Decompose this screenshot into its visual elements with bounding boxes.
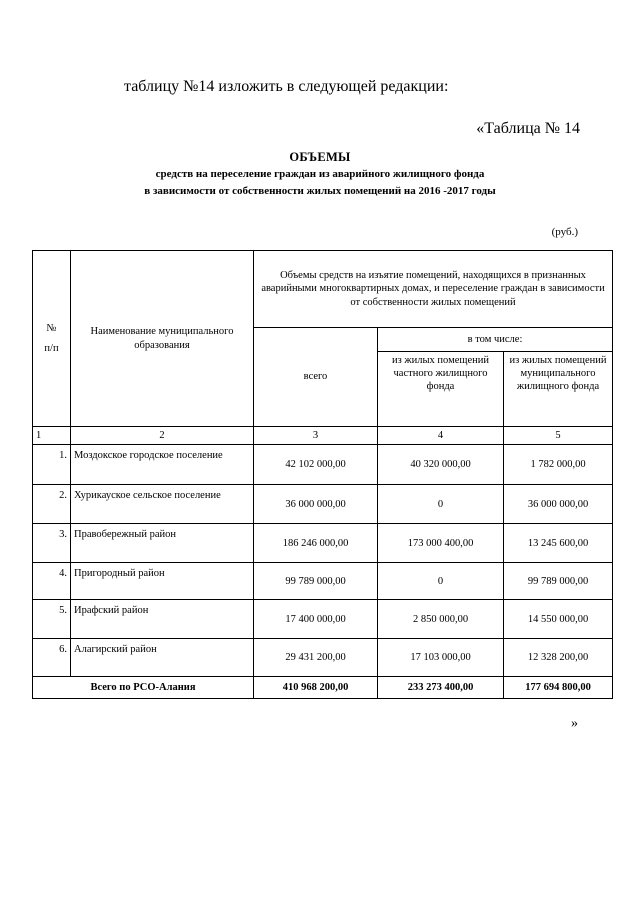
municipality-name: Правобережный район	[71, 524, 254, 563]
row-number: 2.	[33, 485, 71, 524]
totals-municipal-amount: 177 694 800,00	[504, 677, 613, 699]
row-number: 4.	[33, 563, 71, 600]
private-amount: 0	[378, 563, 504, 600]
total-amount: 186 246 000,00	[254, 524, 378, 563]
document-title: ОБЪЕМЫ	[289, 150, 351, 164]
header-private: из жилых помещений частного жилищного фонда	[378, 352, 504, 427]
table-row	[33, 639, 613, 677]
header-num	[33, 251, 71, 427]
municipality-name: Моздокское городское поселение	[71, 445, 254, 485]
municipal-amount: 99 789 000,00	[504, 563, 613, 600]
total-amount: 29 431 200,00	[254, 639, 378, 677]
header-including: в том числе:	[378, 328, 613, 352]
municipality-name: Ирафский район	[71, 600, 254, 639]
intro-text: таблицу №14 изложить в следующей редакции:	[124, 78, 449, 95]
municipality-name: Хурикауское сельское поселение	[71, 485, 254, 524]
header-volumes: Объемы средств на изъятие помещений, находящихся в признанных аварийными многоквартирных домах, и переселение граждан в зависимости от собственности жилых помещений	[254, 251, 613, 328]
closing-quote: »	[571, 716, 578, 731]
municipal-amount: 1 782 000,00	[504, 445, 613, 485]
header-name: Наименование муниципального образования	[71, 251, 254, 427]
document-subtitle-line1: средств на переселение граждан из аварийного жилищного фонда	[155, 168, 485, 180]
total-amount: 17 400 000,00	[254, 600, 378, 639]
header-total: всего	[254, 328, 378, 427]
document-subtitle-line2: в зависимости от собственности жилых помещений на 2016 -2017 годы	[144, 185, 496, 197]
totals-total-amount: 410 968 200,00	[254, 677, 378, 699]
row-number: 5.	[33, 600, 71, 639]
column-number: 3	[254, 427, 378, 445]
header-num-abbr: п/п	[44, 342, 59, 354]
municipality-name: Алагирский район	[71, 639, 254, 677]
totals-row	[33, 677, 613, 699]
total-amount: 42 102 000,00	[254, 445, 378, 485]
table-row	[33, 563, 613, 600]
header-municipal: из жилых помещений муниципального жилищного фонда	[504, 352, 613, 427]
table-label: «Таблица № 14	[476, 120, 580, 137]
column-number: 2	[71, 427, 254, 445]
table-row	[33, 485, 613, 524]
municipal-amount: 13 245 600,00	[504, 524, 613, 563]
municipality-name: Пригородный район	[71, 563, 254, 600]
row-number: 1.	[33, 445, 71, 485]
column-number: 5	[504, 427, 613, 445]
municipal-amount: 12 328 200,00	[504, 639, 613, 677]
municipal-amount: 14 550 000,00	[504, 600, 613, 639]
table-row	[33, 524, 613, 563]
private-amount: 173 000 400,00	[378, 524, 504, 563]
column-number: 4	[378, 427, 504, 445]
table-row	[33, 600, 613, 639]
totals-private-amount: 233 273 400,00	[378, 677, 504, 699]
totals-label: Всего по РСО-Алания	[33, 677, 254, 699]
private-amount: 17 103 000,00	[378, 639, 504, 677]
row-number: 6.	[33, 639, 71, 677]
private-amount: 0	[378, 485, 504, 524]
unit-label: (руб.)	[551, 226, 578, 238]
municipal-amount: 36 000 000,00	[504, 485, 613, 524]
funding-table	[32, 250, 613, 699]
column-number-row	[33, 427, 613, 445]
private-amount: 40 320 000,00	[378, 445, 504, 485]
header-row-1	[33, 251, 613, 328]
column-number: 1	[33, 427, 71, 445]
total-amount: 36 000 000,00	[254, 485, 378, 524]
total-amount: 99 789 000,00	[254, 563, 378, 600]
table-row	[33, 445, 613, 485]
row-number: 3.	[33, 524, 71, 563]
private-amount: 2 850 000,00	[378, 600, 504, 639]
header-num-symbol: №	[46, 323, 57, 335]
